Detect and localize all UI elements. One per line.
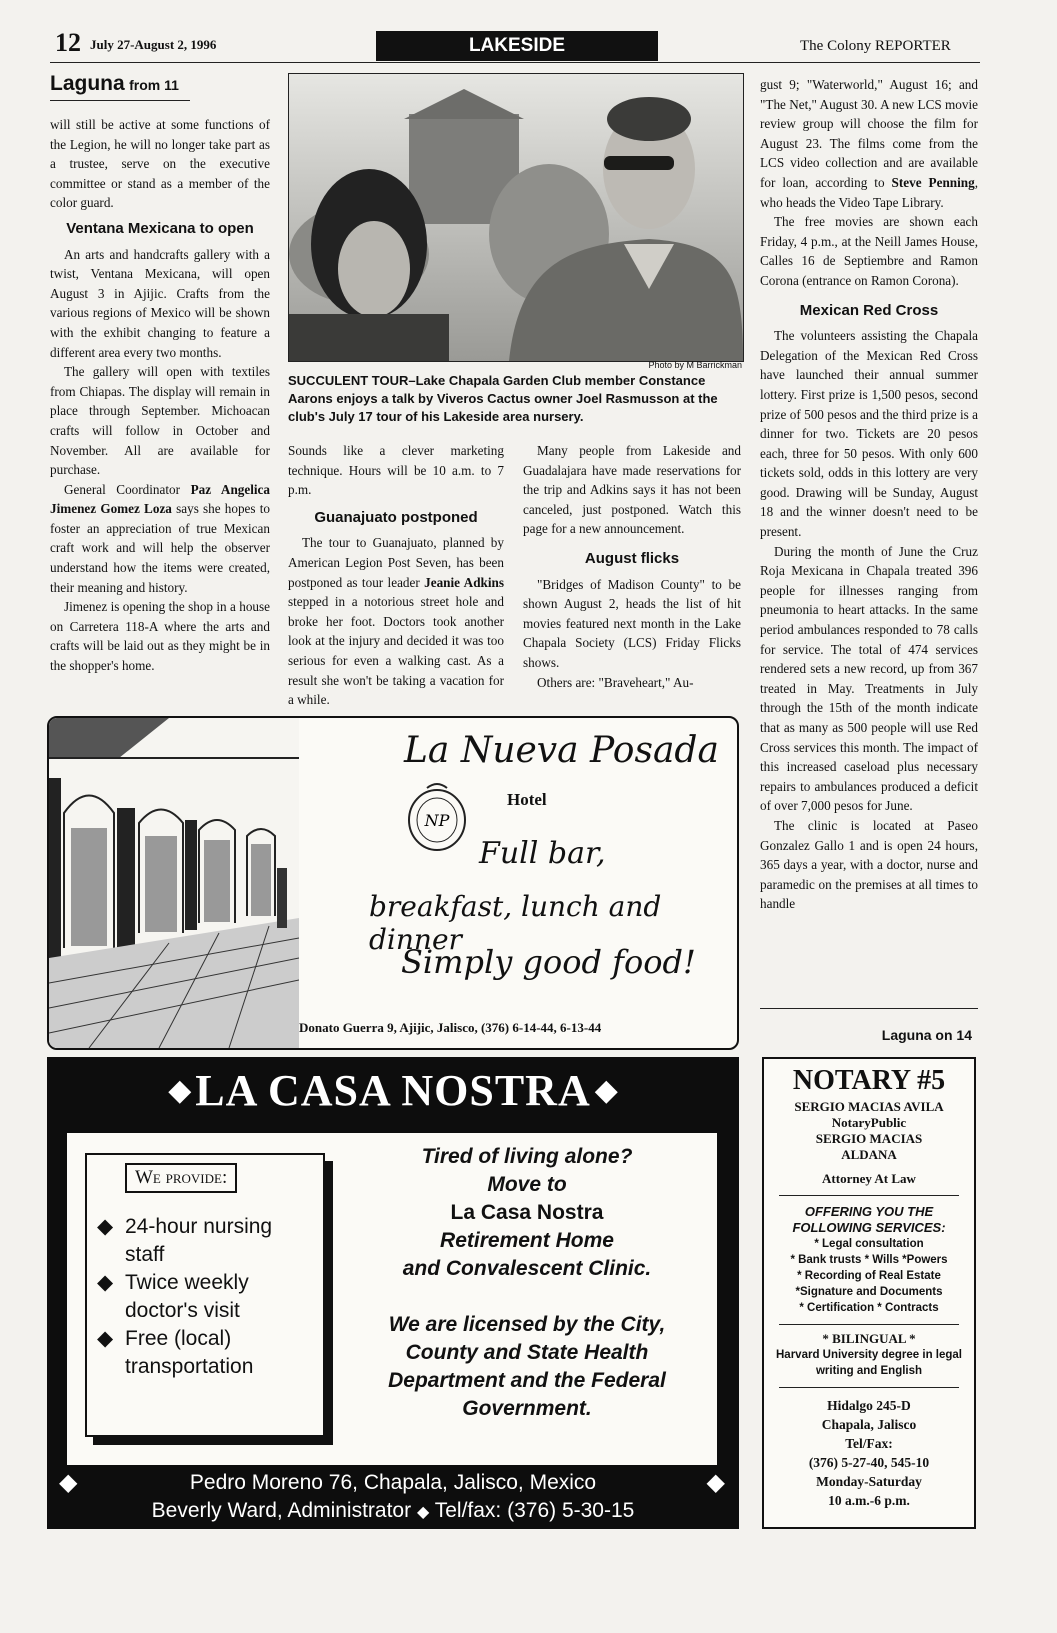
provide-item (97, 1269, 317, 1325)
laguna-body (50, 115, 270, 676)
laguna-title: Laguna (50, 72, 125, 95)
posada-line-3: Simply good food! (401, 943, 696, 981)
posada-ad (47, 716, 739, 1050)
ventana-p2: The gallery will open with textiles from Chiapas. The display will remain in place through September. Michoacan crafts will follow in October and November. All are available for purchase. (50, 364, 270, 478)
casa-admin-row (47, 1497, 739, 1527)
notary-addr-2: Chapala, Jalisco (821, 1417, 917, 1432)
casa-address-row (47, 1469, 739, 1497)
diamond-icon: ◆ (168, 1074, 192, 1107)
left-column (50, 72, 270, 676)
marketing-text: Sounds like a clever marketing technique. Hours will be 10 a.m. to 7 p.m. (288, 443, 504, 498)
photo-caption: SUCCULENT TOUR–Lake Chapala Garden Club member Constance Aarons enjoys a talk by Viveros Cactus owner Joel Rasmusson at the club's July 17 tour of his Lakeside area nursery. (288, 373, 718, 424)
guanajuato-pre: The tour to Guanajuato, planned by American Legion Post Seven, has been postponed as tour leader (288, 535, 504, 590)
flicks-cont-pre: gust 9; "Waterworld," August 16; and "The Net," August 30. A new LCS movie review group will choose the film for August 23. The films come from the LCS video collection and are available for loan, according to (760, 77, 978, 190)
notary-phones: (376) 5-27-40, 545-10 (808, 1455, 930, 1470)
pitch-line-2: Move to (487, 1173, 567, 1196)
posada-line-1: Full bar, (479, 836, 606, 871)
service-3: * Recording of Real Estate (797, 1270, 941, 1282)
hotel-arcade-illustration (49, 718, 299, 1048)
notary-rule (779, 1387, 959, 1388)
notary-addr-1: Hidalgo 245-D (827, 1398, 911, 1413)
reservations-text: Many people from Lakeside and Guadalajara have made reservations for the trip and Adkins says it has not been canceled, just postponed. Watch this page for a new announcement. (523, 443, 741, 537)
notary-days: Monday-Saturday (816, 1474, 922, 1489)
casa-tel: Tel/fax: (376) 5-30-15 (434, 1499, 635, 1522)
right-column (760, 75, 978, 1000)
notary-ad (762, 1057, 976, 1529)
flicks-p2: Others are: "Braveheart," Au- (537, 674, 694, 690)
casa-title-row (47, 1065, 739, 1116)
ventana-p4: Jimenez is opening the shop in a house on Carretera 118-A where the arts and crafts will be laid out as they might be in the shopper's home. (50, 599, 270, 674)
newspaper-name: The Colony REPORTER (800, 38, 951, 54)
flicks-heading: August flicks (584, 549, 680, 567)
provide-item-label: 24-hour nursing staff (125, 1215, 273, 1266)
notary-rule (779, 1324, 959, 1325)
ventana-p1: An arts and handcrafts gallery with a twist, Ventana Mexicana, will open August 3 in Ajijic. Crafts from the various regions of Mexico will be shown with the exhibit changing to feature a different area every two months. (50, 246, 270, 360)
provide-item (97, 1325, 317, 1381)
coordinator-name: Paz Angelica Jimenez Gomez Loza (50, 481, 271, 517)
service-4: *Signature and Documents (795, 1286, 943, 1298)
bullet-diamond-icon: ◆ (97, 1271, 114, 1294)
flicks-cont (760, 75, 978, 212)
hotel-label: Hotel (507, 790, 547, 809)
redcross-p3: The clinic is located at Paseo Gonzalez Gallo 1 and is open 24 hours, 365 days a year, with a doctor, nurse and paramedic on the premises at all times to handle (760, 817, 978, 912)
notary-telfax-label: Tel/Fax: (845, 1436, 893, 1451)
notary-services (764, 1204, 974, 1316)
provides-heading: We provide: (125, 1163, 237, 1193)
svg-text:NP: NP (424, 811, 450, 830)
section-title: LAKESIDE (468, 35, 566, 56)
notary-hours: 10 a.m.-6 p.m. (828, 1493, 910, 1508)
notary-name-2b: ALDANA (841, 1147, 897, 1162)
ventana-p3-pre: General Coordinator (64, 481, 181, 497)
guanajuato-heading: Guanajuato postponed (314, 508, 478, 526)
casa-inner-panel (67, 1133, 717, 1465)
notary-role-1: NotaryPublic (831, 1115, 907, 1130)
section-banner (376, 31, 658, 61)
notary-name-1: SERGIO MACIAS AVILA (794, 1099, 944, 1114)
library-head-name: Steve Penning (891, 174, 975, 190)
casa-footer (47, 1469, 739, 1527)
tour-leader-name: Jeanie Adkins (424, 574, 504, 590)
pitch-line-4: Retirement Home (440, 1229, 614, 1252)
bullet-diamond-icon: ◆ (97, 1327, 114, 1350)
guanajuato-post: stepped in a notorious street hole and broke her foot. Doctors took another look at the injury and decided it was too serious for even a walking cast. As a result she won't be taking a vacation for a while. (288, 594, 504, 708)
notary-rule (779, 1195, 959, 1196)
degree-text: Harvard University degree in legal writing and English (776, 1349, 962, 1377)
diamond-icon: ◆ (706, 1469, 725, 1496)
service-2: * Bank trusts * Wills *Powers (790, 1254, 948, 1266)
notary-contact (764, 1396, 974, 1510)
casa-nostra-ad (47, 1057, 739, 1529)
diamond-icon: ◆ (594, 1074, 618, 1107)
posada-crest-icon (402, 780, 472, 858)
headline-rule (50, 100, 190, 101)
header-rule (50, 62, 980, 63)
flicks-p1: "Bridges of Madison County" to be shown August 2, heads the list of hit movies featured next month in the Lake Chapala Society (LCS) Friday Flicks shows. (523, 576, 741, 670)
laguna-text: will still be active at some functions of the Legion, he will no longer take part as a trustee, serve on the executive committee or stand as a member of the color guard. (50, 117, 270, 211)
posada-address: Donato Guerra 9, Ajijic, Jalisco, (376) 6-14-44, 6-13-44 (299, 1020, 602, 1035)
licensed-text: We are licensed by the City, County and State Health Department and the Federal Government. (388, 1313, 666, 1420)
redcross-heading: Mexican Red Cross (799, 301, 939, 319)
diamond-icon: ◆ (59, 1469, 78, 1496)
posada-line-2: breakfast, lunch and dinner (369, 890, 662, 956)
casa-pitch (357, 1143, 697, 1423)
notary-name-2a: SERGIO MACIAS (815, 1131, 923, 1146)
free-movies-text: The free movies are shown each Friday, 4 p.m., at the Neill James House, Calles 16 de Septiembre and Ramon Corona (entrance on Ramon Corona). (760, 214, 978, 288)
ventana-p3-post: says she hopes to foster an appreciation of true Mexican craft work and will help the observer understand how the items were created, their meaning and history. (50, 501, 270, 595)
provide-item-label: Free (local) transportation (125, 1327, 254, 1378)
posada-name: La Nueva Posada (404, 730, 719, 771)
service-1: * Legal consultation (814, 1238, 924, 1250)
offering-line-1: OFFERING YOU THE (804, 1204, 934, 1219)
photo-credit: Photo by M Barrickman (648, 360, 742, 370)
pitch-line-5: and Convalescent Clinic. (402, 1257, 652, 1280)
middle-column-1 (288, 441, 504, 710)
pitch-line-3: La Casa Nostra (450, 1201, 604, 1224)
casa-admin: Beverly Ward, Administrator (151, 1499, 412, 1522)
jump-rule (760, 1008, 978, 1009)
notary-role-2: Attorney At Law (822, 1171, 916, 1186)
offering-line-2: FOLLOWING SERVICES: (792, 1220, 946, 1235)
provide-item-label: Twice weekly doctor's visit (125, 1271, 249, 1322)
flicks-cont-post: , who heads the Video Tape Library. (760, 174, 978, 210)
provides-box (85, 1153, 325, 1437)
photo-illustration (289, 74, 743, 361)
laguna-headline (50, 72, 270, 96)
redcross-p1: The volunteers assisting the Chapala Delegation of the Mexican Red Cross have launched their annual summer lottery. First prize is 1,500 pesos, second prize of 500 pesos and the third prize is a dinner for two. Tickets are 20 pesos each, three for 50 pesos. With only 600 tickets sold, odds in this lottery are very good. Drawing will be Sunday, August 18 and the winner doesn't need to be present. (760, 328, 978, 540)
provides-list (97, 1213, 317, 1381)
ventana-heading: Ventana Mexicana to open (66, 219, 254, 237)
laguna-from: from 11 (129, 77, 179, 93)
issue-date: July 27-August 2, 1996 (90, 37, 217, 52)
bullet-diamond-icon: ◆ (97, 1215, 114, 1238)
ventana-p3 (50, 480, 270, 598)
middle-column-2 (523, 441, 741, 692)
page-number: 12 (55, 28, 81, 57)
pitch-line-1: Tired of living alone? (421, 1145, 633, 1168)
bilingual-label: * BILINGUAL * (822, 1331, 916, 1346)
provide-item (97, 1213, 317, 1269)
service-5: * Certification * Contracts (799, 1302, 939, 1314)
redcross-p2: During the month of June the Cruz Roja Mexicana in Chapala treated 396 people for illnesses ranging from pneumonia to heart attacks. In the same period ambulances responded to 78 calls for service. The total of 474 services rendered sets a new record, up from 367 treated in May. Treatments in July through the 15th of the month indicate that as many as 500 people will use Red Cross services this month. The impact of this increased caseload plus necessary repairs to ambulances produced a deficit of over 7,000 pesos for June. (760, 543, 978, 814)
notary-title: NOTARY #5 (792, 1065, 946, 1096)
diamond-icon: ◆ (416, 1504, 430, 1521)
casa-address: Pedro Moreno 76, Chapala, Jalisco, Mexico (189, 1471, 597, 1494)
casa-title: LA CASA NOSTRA (195, 1066, 591, 1115)
news-photo (288, 73, 744, 362)
jump-line: Laguna on 14 (881, 1027, 972, 1043)
guanajuato-text (288, 533, 504, 709)
